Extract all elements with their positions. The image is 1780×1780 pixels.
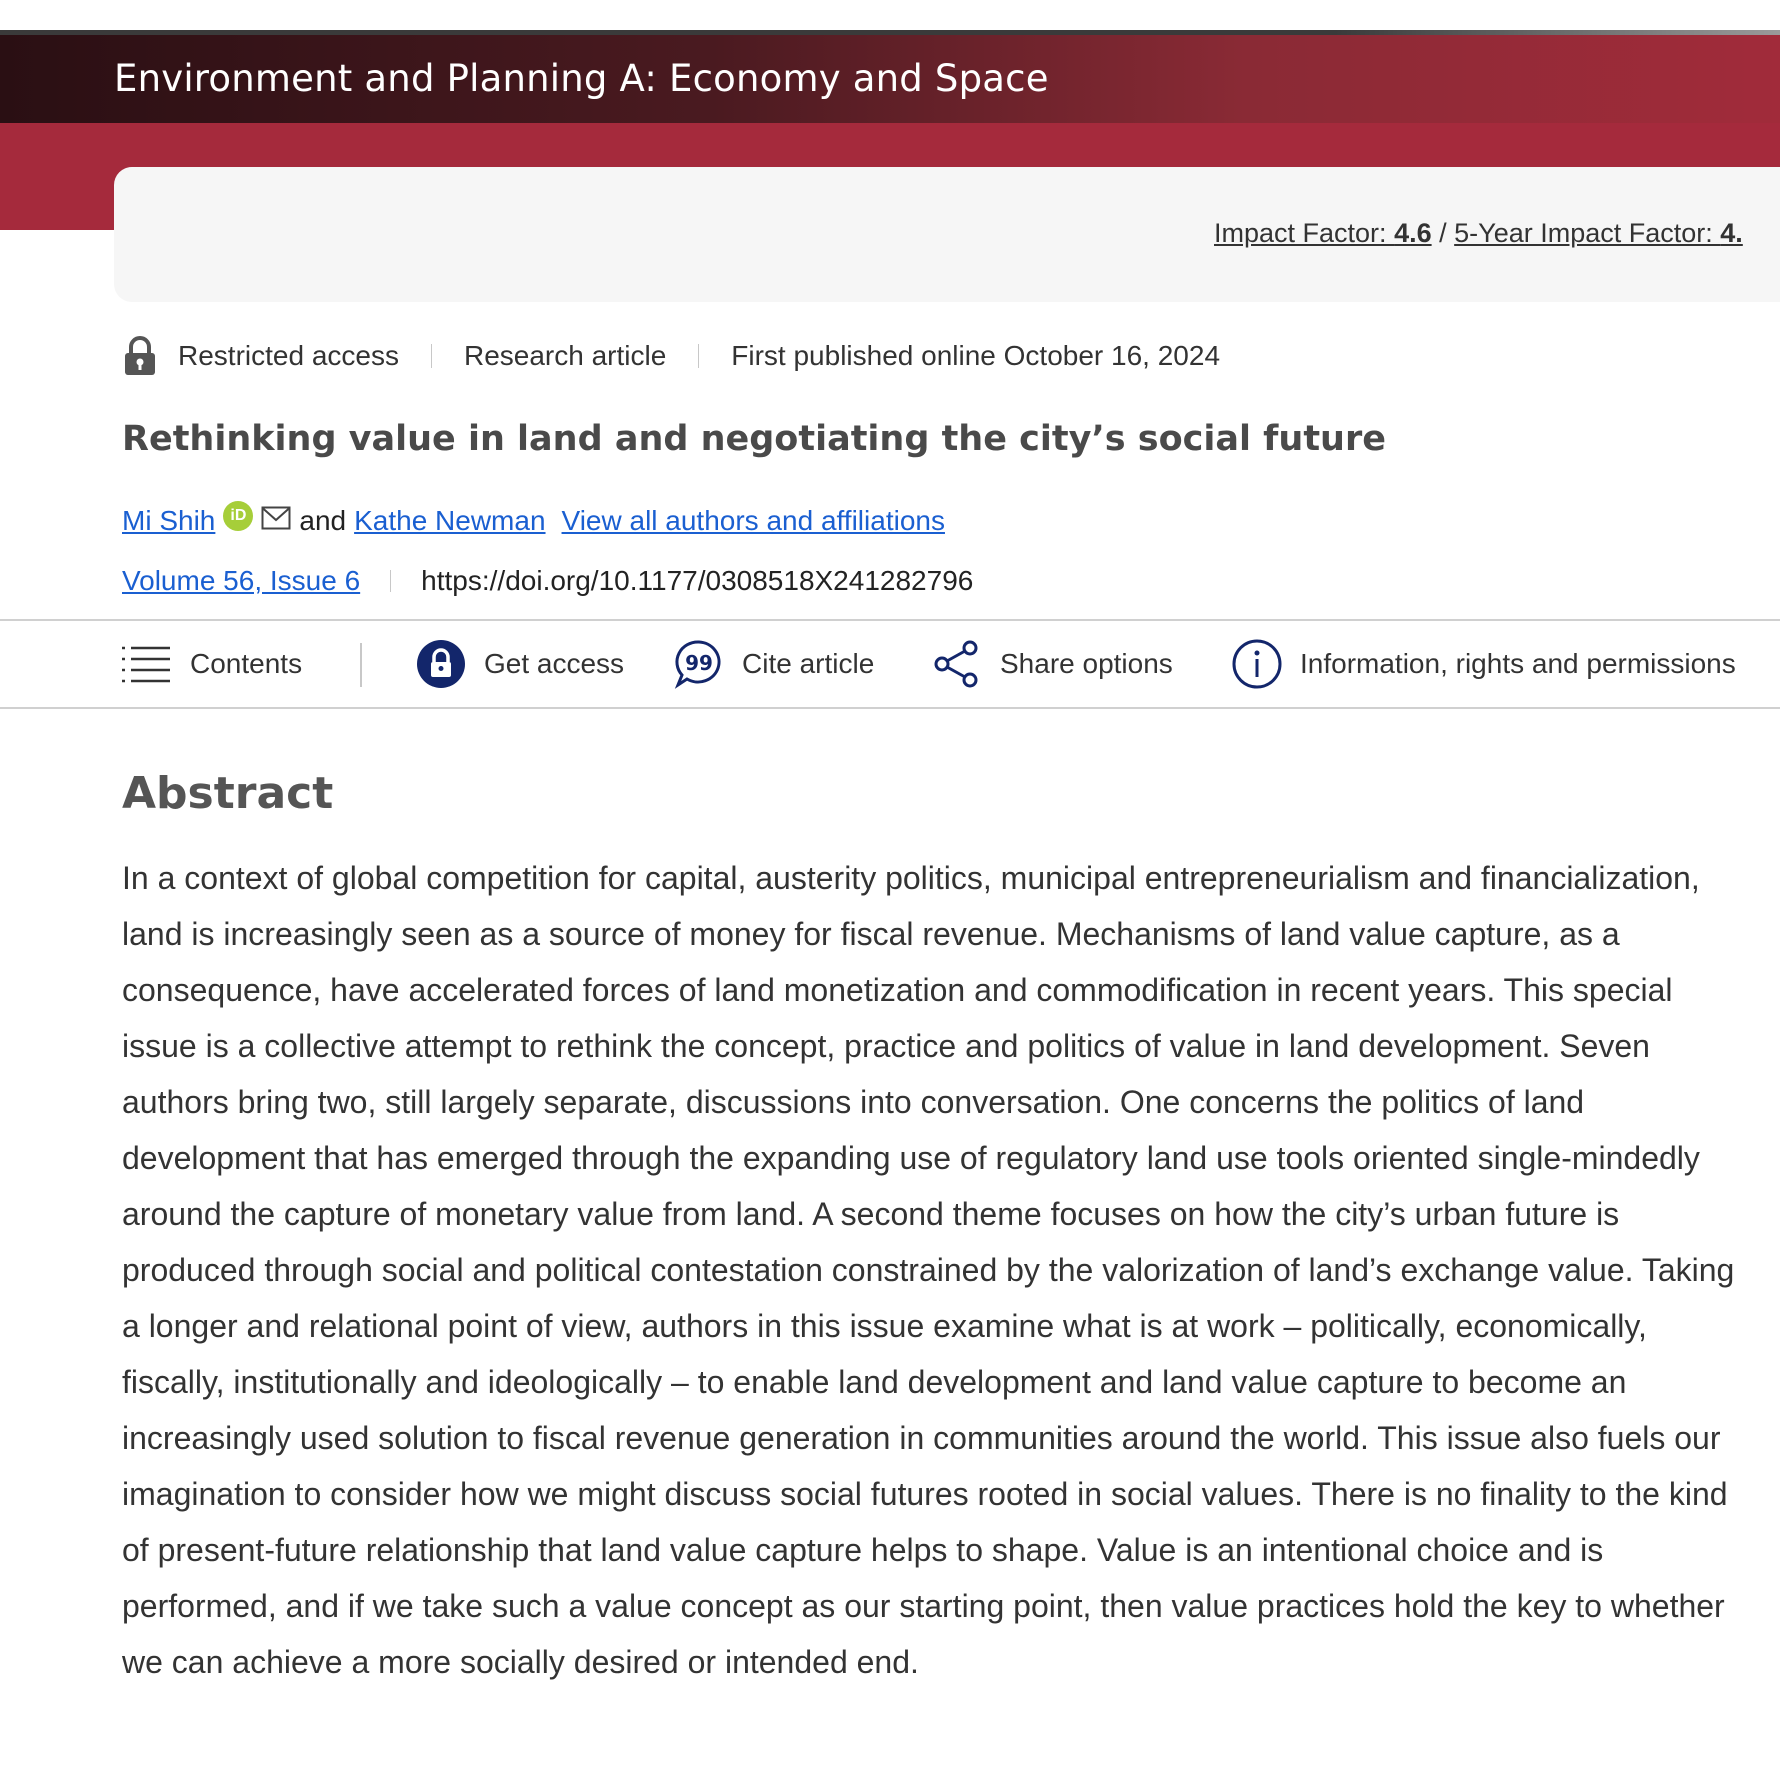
lock-icon [122, 336, 158, 376]
lock-circle-icon [416, 639, 466, 689]
abstract-heading: Abstract [122, 768, 334, 819]
impact-factor-label: Impact Factor: [1214, 218, 1395, 248]
impact-factor-link[interactable] [1214, 218, 1432, 248]
share-label: Share options [1000, 648, 1173, 679]
author-conjunction: and [299, 505, 347, 536]
mail-icon[interactable] [261, 506, 291, 530]
volume-doi-row [122, 565, 973, 597]
get-access-button[interactable] [416, 621, 624, 707]
cite-label: Cite article [742, 648, 875, 679]
contents-button[interactable] [122, 621, 302, 707]
five-year-value: 4. [1720, 218, 1743, 248]
list-icon [122, 644, 172, 684]
cite-article-button[interactable] [674, 621, 874, 707]
impact-separator: / [1439, 218, 1447, 248]
journal-header-bar [0, 35, 1780, 123]
quote-bubble-icon [674, 639, 724, 689]
article-type: Research article [463, 340, 667, 371]
five-year-impact-link[interactable] [1454, 218, 1743, 248]
volume-issue-link[interactable]: Volume 56, Issue 6 [122, 565, 361, 596]
article-meta-row [122, 336, 1220, 376]
browser-top-strip [0, 0, 1780, 30]
share-options-button[interactable] [932, 621, 1173, 707]
journal-title[interactable]: Environment and Planning A: Economy and Space [114, 57, 1049, 100]
authors-row [122, 505, 945, 537]
meta-separator [698, 344, 699, 368]
svg-text:99: 99 [685, 651, 713, 675]
view-all-authors-link[interactable]: View all authors and affiliations [561, 505, 945, 536]
info-label: Information, rights and permissions [1300, 648, 1736, 679]
contents-label: Contents [190, 648, 303, 679]
info-icon [1232, 639, 1282, 689]
doi-text[interactable]: https://doi.org/10.1177/0308518X241282796 [421, 565, 974, 596]
meta-separator [431, 344, 432, 368]
impact-factor-links [1214, 218, 1743, 249]
publish-date: First published online October 16, 2024 [731, 340, 1221, 371]
abstract-text: In a context of global competition for capital, austerity politics, municipal entrepreneurialism and financialization, land is increasingly seen as a source of money for fiscal revenue. Mechanisms of land value capture, as a consequence, have accelerated forces of land monetization and commodification in recent years. This special issue is a collective attempt to rethink the concept, practice and politics of value in land development. Seven authors bring two, still largely separate, discussions into conversation. One concerns the politics of land development that has emerged through the expanding use of regulatory land use tools oriented single-mindedly around the capture of monetary value from land. A second theme focuses on how the city’s urban future is produced through social and political contestation constrained by the valorization of land’s exchange value. Taking a longer and relational point of view, authors in this issue examine what is at work – politically, economically, fiscally, institutionally and ideologically – to enable land development and land value capture to become an increasingly used solution to fiscal revenue generation in communities around the world. This issue also fuels our imagination to consider how we might discuss social futures rooted in social values. There is no finality to the kind of present-future relationship that land value capture helps to shape. Value is an intentional choice and is performed, and if we take such a value concept as our starting point, then value practices hold the key to whether we can achieve a more socially desired or intended end. [122, 860, 1735, 1680]
impact-factor-value: 4.6 [1394, 218, 1432, 248]
toolbar-divider [360, 643, 362, 687]
author-link-kathe-newman[interactable]: Kathe Newman [354, 505, 546, 536]
article-toolbar [0, 619, 1780, 709]
share-icon [932, 639, 982, 689]
author-link-mi-shih[interactable]: Mi Shih [122, 505, 216, 536]
get-access-label: Get access [484, 648, 625, 679]
information-rights-button[interactable] [1232, 621, 1736, 707]
five-year-label: 5-Year Impact Factor: [1454, 218, 1721, 248]
orcid-icon[interactable]: iD [223, 501, 253, 531]
access-status: Restricted access [178, 340, 399, 371]
article-title: Rethinking value in land and negotiating the city’s social future [122, 419, 1386, 459]
volume-separator [390, 570, 391, 592]
